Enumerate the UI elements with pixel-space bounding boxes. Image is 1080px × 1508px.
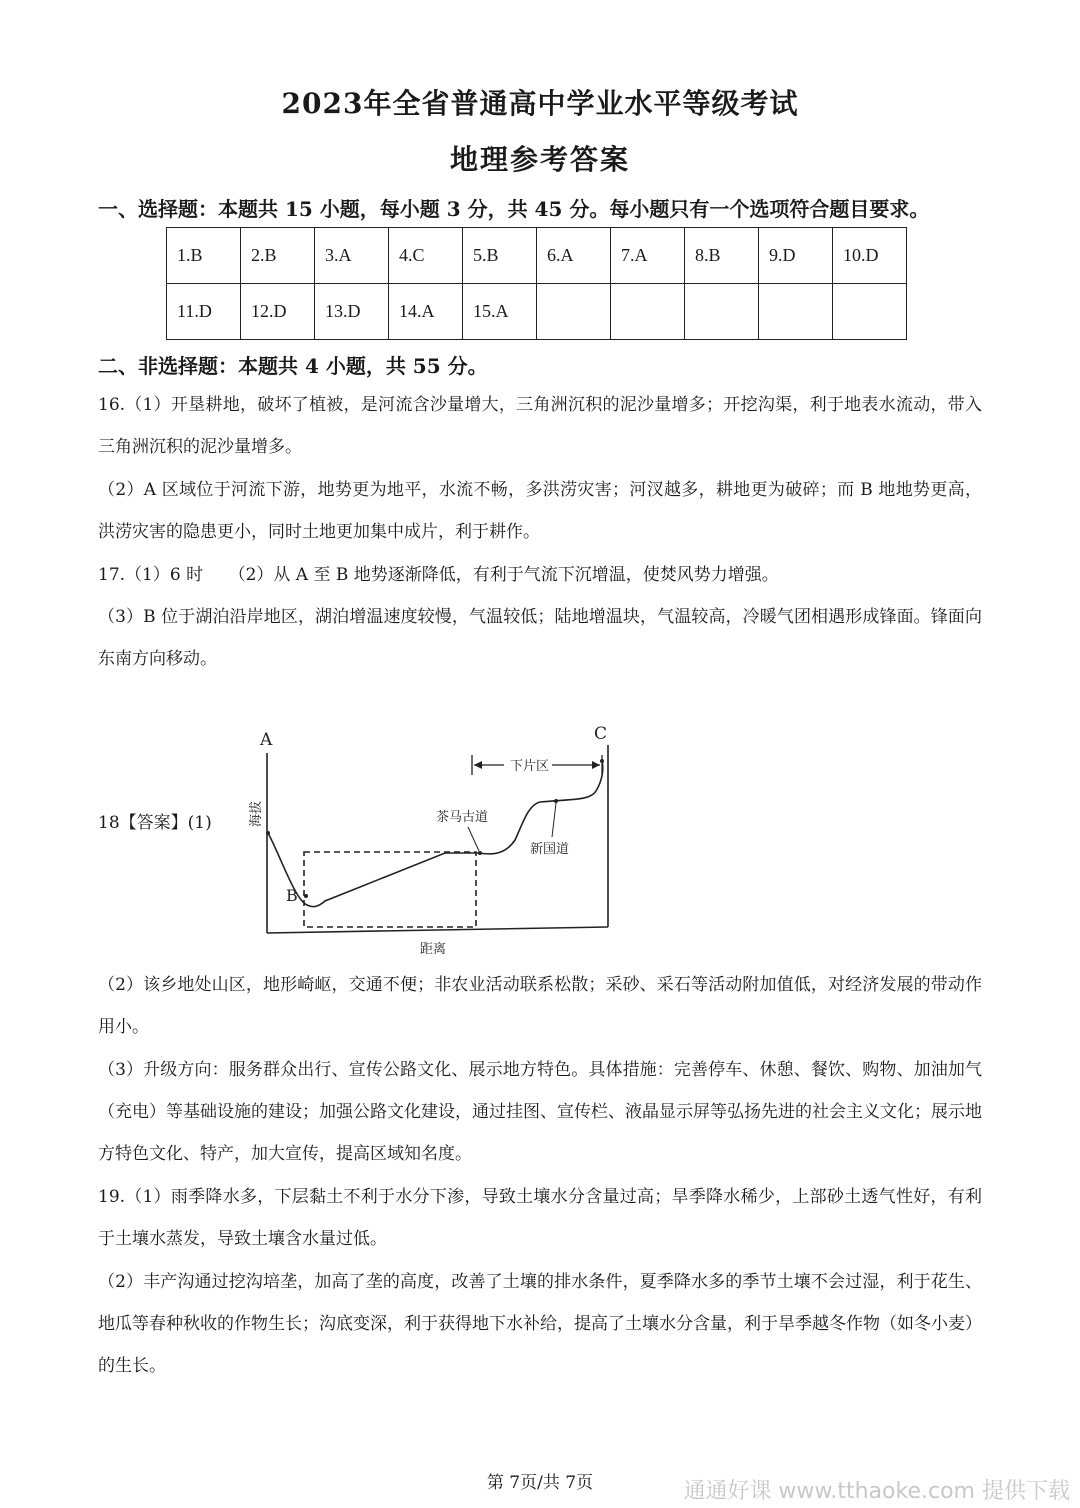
elevation-profile-diagram [240, 715, 630, 965]
answer-cell [833, 284, 907, 340]
answer-cell: 12.D [241, 284, 315, 340]
y-axis-label: 海拔 [249, 800, 264, 827]
new-road-marker [554, 799, 558, 803]
answer-cell: 6.A [537, 228, 611, 284]
dashed-zone-box [304, 852, 476, 927]
answer-cell [759, 284, 833, 340]
q16-part2: （2）A 区域位于河流下游，地势更为地平，水流不畅，多洪涝灾害；河汊越多，耕地更为破碎；而 B 地地势更高，洪涝灾害的隐患更小，同时土地更加集中成片，利于耕作。 [98, 480, 982, 542]
x-axis-line [267, 927, 608, 933]
q18-part3: （3）升级方向：服务群众出行、宣传公路文化、展示地方特色。具体措施：完善停车、休憩、餐饮、购物、加油加气（充电）等基础设施的建设；加强公路文化建设，通过挂图、宣传栏、液晶显示屏等弘扬先进的社会主义文化；展示地方特色文化、特产，加大宣传，提高区域知名度。 [98, 1060, 982, 1164]
table-row [167, 228, 907, 284]
q17-part3: （3）B 位于湖泊沿岸地区，湖泊增温速度较慢，气温较低；陆地增温块，气温较高，冷暖气团相遇形成锋面。锋面向东南方向移动。 [98, 607, 982, 669]
label-b: B [286, 886, 298, 905]
q18-part2: （2）该乡地处山区，地形崎岖，交通不便；非农业活动联系松散；采砂、采石等活动附加值低，对经济发展的带动作用小。 [98, 975, 982, 1037]
answer-cell: 4.C [389, 228, 463, 284]
zone-label: 下片区 [510, 759, 550, 774]
tea-road-marker [478, 851, 482, 855]
point-a-marker [266, 831, 270, 835]
answer-cell: 7.A [611, 228, 685, 284]
answer-cell: 8.B [685, 228, 759, 284]
answer-cell [685, 284, 759, 340]
answer-table [166, 227, 907, 340]
answer-cell [537, 284, 611, 340]
label-c: C [594, 724, 608, 744]
zone-arrowhead-right [592, 761, 600, 769]
answer-cell: 13.D [315, 284, 389, 340]
answer-cell: 9.D [759, 228, 833, 284]
answer-cell: 11.D [167, 284, 241, 340]
q18-label: 18【答案】(1) [98, 813, 212, 833]
x-axis-label: 距离 [420, 942, 447, 957]
page-number: 第 7页/共 7页 [486, 1473, 594, 1493]
table-row [167, 284, 907, 340]
answer-cell: 10.D [833, 228, 907, 284]
q17-part1-2: 17.（1）6 时 （2）从 A 至 B 地势逐渐降低，有利于气流下沉增温，使焚风势力增强。 [98, 565, 779, 585]
watermark: 通通好课 www.tthaoke.com 提供下载 [683, 1479, 1070, 1504]
zone-arrowhead-left [474, 761, 482, 769]
q16-part1: 16.（1）开垦耕地，破坏了植被，是河流含沙量增大，三角洲沉积的泥沙量增多；开挖沟渠，利于地表水流动，带入三角洲沉积的泥沙量增多。 [98, 395, 982, 457]
q19-part2: （2）丰产沟通过挖沟培垄，加高了垄的高度，改善了土壤的排水条件，夏季降水多的季节土壤不会过湿，利于花生、地瓜等春种秋收的作物生长；沟底变深，利于获得地下水补给，提高了土壤水分含量，利于旱季越冬作物（如冬小麦）的生长。 [98, 1272, 982, 1376]
section-choice-heading: 一、选择题：本题共 15 小题，每小题 3 分，共 45 分。每小题只有一个选项符合题目要求。 [98, 197, 930, 221]
answer-cell: 15.A [463, 284, 537, 340]
answer-cell [611, 284, 685, 340]
tea-road-pointer [468, 827, 479, 851]
exam-title: 2023年全省普通高中学业水平等级考试 [281, 87, 799, 120]
point-b-marker [304, 894, 308, 898]
answer-cell: 5.B [463, 228, 537, 284]
new-road-pointer [552, 803, 556, 837]
answer-cell: 1.B [167, 228, 241, 284]
answer-subtitle: 地理参考答案 [449, 143, 630, 176]
answer-cell: 14.A [389, 284, 463, 340]
new-road-label: 新国道 [530, 842, 570, 857]
q19-part1: 19.（1）雨季降水多，下层黏土不利于水分下渗，导致土壤水分含量过高；旱季降水稀少，上部砂土透气性好，有利于土壤水蒸发，导致土壤含水量过低。 [98, 1187, 982, 1249]
section-essay-heading: 二、非选择题：本题共 4 小题，共 55 分。 [98, 354, 488, 378]
answer-cell: 3.A [315, 228, 389, 284]
answer-cell: 2.B [241, 228, 315, 284]
tea-road-label: 茶马古道 [436, 810, 489, 825]
label-a: A [260, 730, 273, 750]
